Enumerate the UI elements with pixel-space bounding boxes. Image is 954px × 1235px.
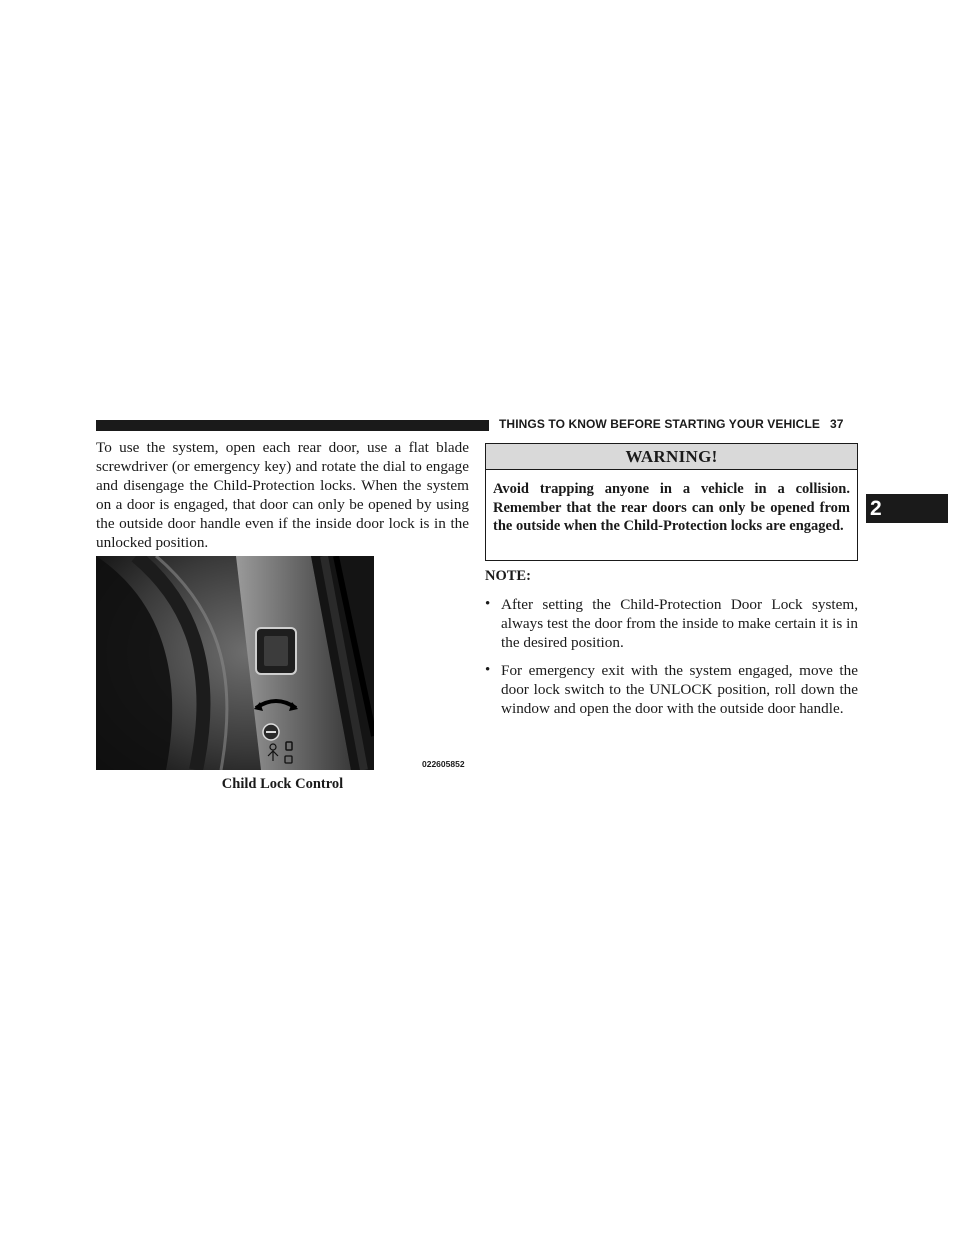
note-item-text: After setting the Child-Protection Door Lock system, always test the door from the inside to make certain it is in the desired position.: [501, 596, 858, 651]
note-label: NOTE:: [485, 568, 531, 584]
list-item: [485, 595, 858, 652]
warning-box: [485, 443, 858, 561]
child-lock-figure: [96, 556, 469, 770]
intro-paragraph: To use the system, open each rear door, use a flat blade screwdriver (or emergency key) and rotate the dial to engage and disengage the Child-Protection locks. When the system on a door is engaged, that door can only be opened by using the outside door handle even if the inside door lock is in the unlocked position.: [96, 439, 469, 551]
list-item: [485, 661, 858, 718]
page-number: 37: [829, 417, 844, 431]
header-title: THINGS TO KNOW BEFORE STARTING YOUR VEHICLE: [499, 417, 820, 431]
bullet-icon: •: [485, 662, 491, 678]
figure-caption: Child Lock Control: [221, 776, 344, 792]
note-item-text: For emergency exit with the system engaged, move the door lock switch to the UNLOCK position, roll down the window and open the door with the outside door handle.: [501, 662, 858, 717]
header-rule: [96, 420, 489, 431]
note-list: [485, 595, 858, 727]
running-header: [499, 417, 859, 431]
warning-text: Avoid trapping anyone in a vehicle in a collision. Remember that the rear doors can only be opened from the outside when the Child-Protection locks are engaged.: [493, 481, 850, 534]
figure-code: 022605852: [422, 759, 465, 769]
child-lock-photo: [96, 556, 374, 770]
bullet-icon: •: [485, 596, 491, 612]
chapter-tab: 2: [866, 494, 948, 523]
warning-title: WARNING!: [486, 444, 857, 470]
